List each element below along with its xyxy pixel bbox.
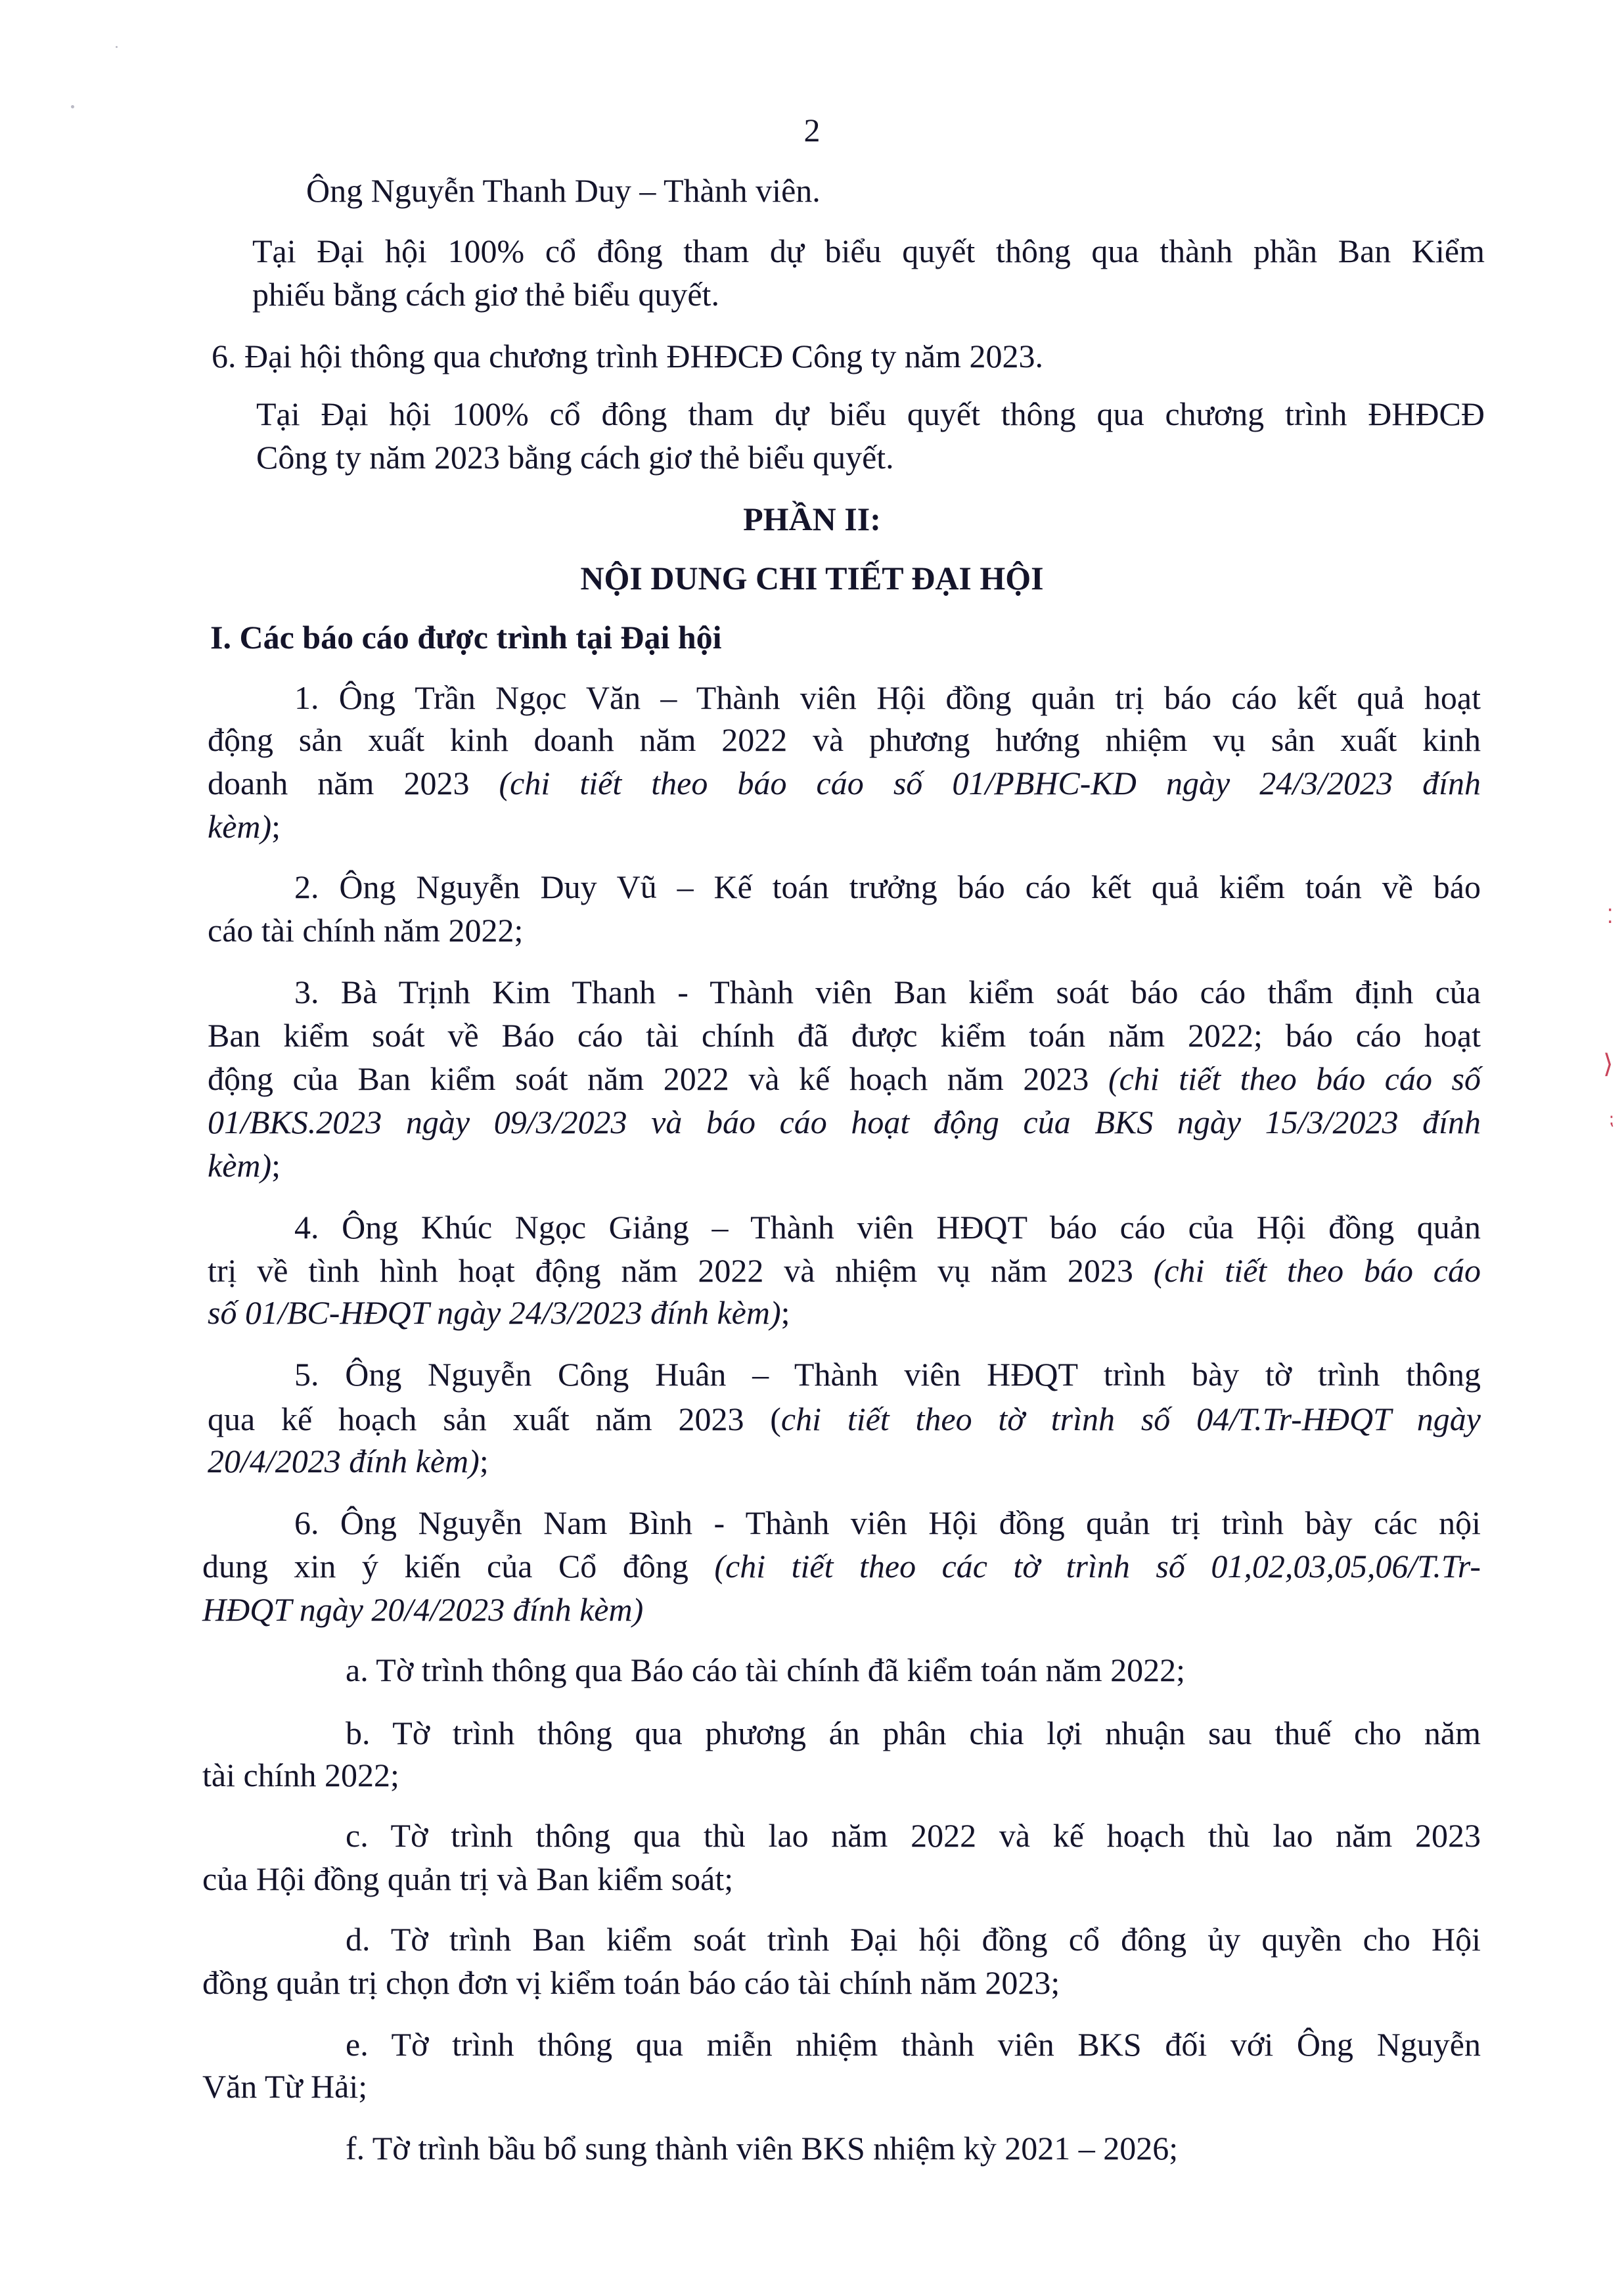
report-1-reference: (chi tiết theo báo cáo số 01/PBHC-KD ngày 24/3/2023 đính xyxy=(499,765,1481,801)
report-4-line-1: 4. Ông Khúc Ngọc Giảng – Thành viên HĐQT báo cáo của Hội đồng quản xyxy=(294,1209,1481,1246)
report-4-reference: (chi tiết theo báo cáo xyxy=(1153,1252,1481,1289)
item-6-paragraph: Tại Đại hội 100% cổ đông tham dự biểu quyết thông qua chương trình ĐHĐCĐ xyxy=(256,395,1485,432)
report-1-line-1: 1. Ông Trần Ngọc Văn – Thành viên Hội đồng quản trị báo cáo kết quả hoạt xyxy=(294,679,1481,716)
item-6-paragraph-end: Công ty năm 2023 bằng cách giơ thẻ biểu quyết. xyxy=(256,439,894,476)
vote-result-paragraph: Tại Đại hội 100% cổ đông tham dự biểu quyết thông qua thành phần Ban Kiểm xyxy=(252,233,1485,269)
report-1-line-4 xyxy=(208,805,281,847)
report-5-semicolon: ; xyxy=(479,1443,489,1479)
stamp-edge-mark: ⁚ xyxy=(1607,905,1613,928)
report-3-reference-end: kèm) xyxy=(208,1147,272,1184)
proposal-e-line-1: e. Tờ trình thông qua miễn nhiệm thành viên BKS đối với Ông Nguyễn xyxy=(346,2026,1481,2063)
report-3-line-3 xyxy=(208,1058,1481,1100)
report-4-text: trị về tình hình hoạt động năm 2022 và nhiệm vụ năm 2023 xyxy=(208,1252,1154,1289)
proposal-c-line-2: của Hội đồng quản trị và Ban kiểm soát; xyxy=(202,1860,734,1897)
section-heading: I. Các báo cáo được trình tại Đại hội xyxy=(210,619,722,656)
report-4-semicolon: ; xyxy=(780,1294,790,1331)
report-3-line-1: 3. Bà Trịnh Kim Thanh - Thành viên Ban kiểm soát báo cáo thẩm định của xyxy=(294,974,1481,1010)
report-4-line-2 xyxy=(208,1249,1481,1292)
report-5-reference: chi tiết theo tờ trình số 04/T.Tr-HĐQT ngày xyxy=(780,1401,1481,1437)
member-line: Ông Nguyễn Thanh Duy – Thành viên. xyxy=(306,172,821,209)
report-3-text: động của Ban kiểm soát năm 2022 và kế hoạch năm 2023 xyxy=(208,1060,1108,1097)
stamp-edge-mark: ⁏ xyxy=(1608,1110,1614,1129)
proposal-b-line-1: b. Tờ trình thông qua phương án phân chia lợi nhuận sau thuế cho năm xyxy=(346,1715,1481,1751)
page-number: 2 xyxy=(803,112,821,148)
scan-speck xyxy=(71,105,74,108)
report-5-line-2 xyxy=(208,1398,1481,1440)
part-title: PHẦN II: xyxy=(743,501,881,537)
report-6-reference: (chi tiết theo các tờ trình số 01,02,03,05,06/T.Tr- xyxy=(714,1548,1481,1585)
report-5-line-3 xyxy=(208,1440,489,1482)
report-3-line-5 xyxy=(208,1144,281,1186)
report-1-semicolon: ; xyxy=(271,808,281,845)
proposal-d-line-1: d. Tờ trình Ban kiểm soát trình Đại hội đồng cổ đông ủy quyền cho Hội xyxy=(346,1921,1481,1958)
report-1-text: doanh năm 2023 xyxy=(208,765,499,801)
report-6-line-1: 6. Ông Nguyễn Nam Bình - Thành viên Hội đồng quản trị trình bày các nội xyxy=(294,1504,1481,1541)
report-1-line-2: động sản xuất kinh doanh năm 2022 và phương hướng nhiệm vụ sản xuất kinh xyxy=(208,721,1481,758)
report-3-reference: (chi tiết theo báo cáo số xyxy=(1108,1060,1481,1097)
stamp-edge-mark: ⟩ xyxy=(1603,1049,1613,1079)
report-5-line-1: 5. Ông Nguyễn Công Huân – Thành viên HĐQT trình bày tờ trình thông xyxy=(294,1356,1481,1393)
report-2-line-1: 2. Ông Nguyễn Duy Vũ – Kế toán trưởng báo cáo kết quả kiểm toán về báo xyxy=(294,868,1481,905)
report-1-reference-end: kèm) xyxy=(208,808,272,845)
report-3-line-4: 01/BKS.2023 ngày 09/3/2023 và báo cáo hoạt động của BKS ngày 15/3/2023 đính xyxy=(208,1104,1481,1140)
proposal-e-line-2: Văn Từ Hải; xyxy=(202,2068,368,2105)
proposal-a: a. Tờ trình thông qua Báo cáo tài chính đã kiểm toán năm 2022; xyxy=(346,1652,1186,1688)
scan-speck xyxy=(116,46,118,48)
report-3-line-2: Ban kiểm soát về Báo cáo tài chính đã được kiểm toán năm 2022; báo cáo hoạt xyxy=(208,1017,1481,1054)
report-5-reference-end: 20/4/2023 đính kèm) xyxy=(208,1443,480,1479)
part-subtitle: NỘI DUNG CHI TIẾT ĐẠI HỘI xyxy=(580,560,1044,596)
proposal-b-line-2: tài chính 2022; xyxy=(202,1757,399,1793)
proposal-d-line-2: đồng quản trị chọn đơn vị kiểm toán báo cáo tài chính năm 2023; xyxy=(202,1964,1060,2001)
report-4-reference-end: số 01/BC-HĐQT ngày 24/3/2023 đính kèm) xyxy=(208,1294,781,1331)
report-5-text: qua kế hoạch sản xuất năm 2023 ( xyxy=(208,1401,781,1437)
report-2-line-2: cáo tài chính năm 2022; xyxy=(208,912,524,949)
report-4-line-3 xyxy=(208,1292,790,1334)
report-6-line-2 xyxy=(202,1545,1481,1587)
vote-result-paragraph-end: phiếu bằng cách giơ thẻ biểu quyết. xyxy=(252,276,719,313)
proposal-f: f. Tờ trình bầu bổ sung thành viên BKS nhiệm kỳ 2021 – 2026; xyxy=(346,2130,1179,2167)
report-6-line-3: HĐQT ngày 20/4/2023 đính kèm) xyxy=(202,1591,644,1628)
item-6-heading: 6. Đại hội thông qua chương trình ĐHĐCĐ Công ty năm 2023. xyxy=(212,338,1043,374)
report-3-semicolon: ; xyxy=(271,1147,281,1184)
report-6-text: dung xin ý kiến của Cổ đông xyxy=(202,1548,715,1585)
report-1-line-3 xyxy=(208,762,1481,804)
proposal-c-line-1: c. Tờ trình thông qua thù lao năm 2022 và kế hoạch thù lao năm 2023 xyxy=(346,1817,1481,1854)
